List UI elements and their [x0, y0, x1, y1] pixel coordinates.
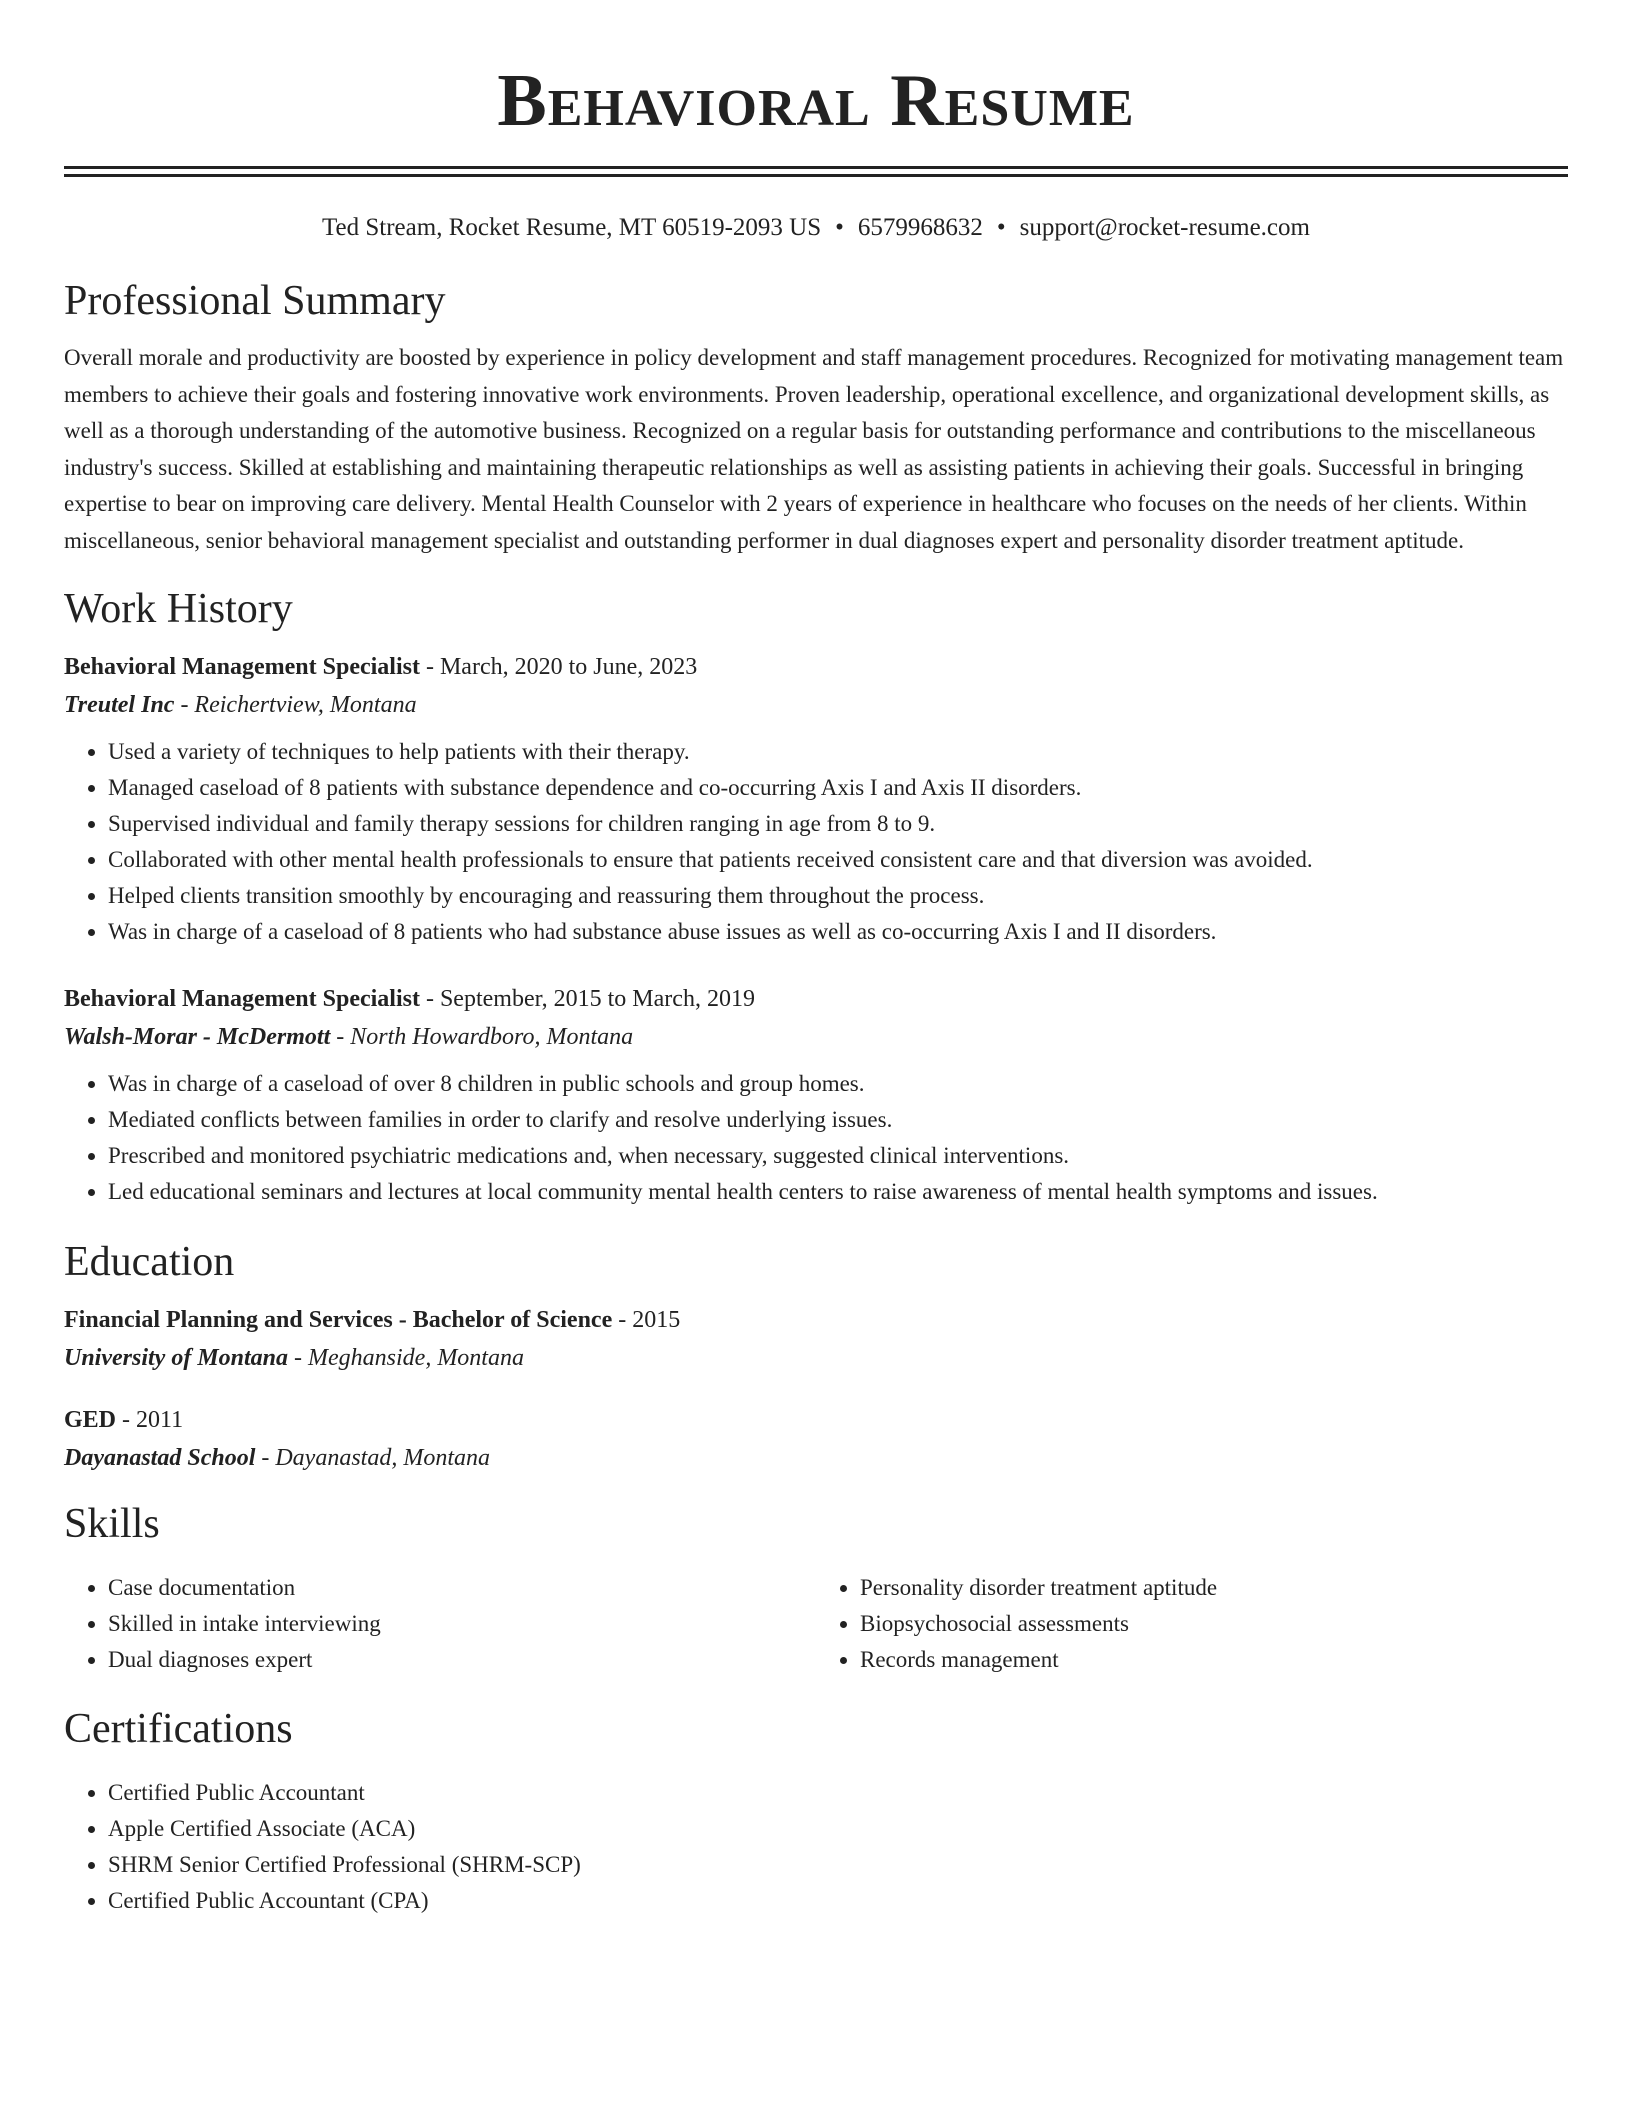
job-title: Behavioral Management Specialist	[64, 986, 420, 1012]
list-item: • Was in charge of a caseload of over 8 children in public schools and group homes.	[108, 1066, 1568, 1102]
education-entry	[64, 1405, 1568, 1473]
list-item: • Supervised individual and family therapy sessions for children ranging in age from 8 to 9.	[108, 806, 1568, 842]
list-item: • Certified Public Accountant (CPA)	[108, 1883, 1568, 1919]
work-history-heading: Work History	[64, 586, 293, 632]
list-item: • Mediated conflicts between families in order to clarify and resolve underlying issues.	[108, 1102, 1568, 1138]
degree-line	[64, 1305, 1568, 1335]
contact-line	[64, 213, 1568, 243]
contact-phone[interactable]: 6579968632	[857, 214, 983, 241]
list-item: • Managed caseload of 8 patients with substance dependence and co-occurring Axis I and Axis II disorders.	[108, 770, 1568, 806]
title-double-rule	[64, 166, 1568, 177]
job-company: Walsh-Morar - McDermott	[64, 1024, 331, 1050]
contact-separator: •	[835, 214, 844, 241]
job-location: - Reichertview, Montana	[174, 692, 417, 718]
list-item: • Led educational seminars and lectures at local community mental health centers to raise awareness of mental health symptoms and issues.	[108, 1174, 1568, 1210]
list-item: • Dual diagnoses expert	[108, 1642, 816, 1678]
contact-address: Ted Stream, Rocket Resume, MT 60519-2093 US	[322, 214, 822, 241]
list-item: • Certified Public Accountant	[108, 1775, 1568, 1811]
school-line	[64, 1343, 1568, 1373]
list-item: • Case documentation	[108, 1570, 816, 1606]
skills-columns	[64, 1570, 1568, 1678]
degree-year: - 2011	[116, 1407, 184, 1433]
skills-heading: Skills	[64, 1501, 160, 1547]
degree-year: - 2015	[612, 1307, 681, 1333]
list-item: • Apple Certified Associate (ACA)	[108, 1811, 1568, 1847]
job-entry	[64, 984, 1568, 1210]
job-title: Behavioral Management Specialist	[64, 654, 420, 680]
school-name: Dayanastad School	[64, 1445, 256, 1471]
certifications-list	[64, 1775, 1568, 1919]
list-item: • Prescribed and monitored psychiatric medications and, when necessary, suggested clinical interventions.	[108, 1138, 1568, 1174]
list-item: • Helped clients transition smoothly by encouraging and reassuring them throughout the process.	[108, 878, 1568, 914]
job-bullets	[64, 734, 1568, 950]
list-item: • Personality disorder treatment aptitude	[860, 1570, 1568, 1606]
skills-list-right	[816, 1570, 1568, 1678]
summary-heading: Professional Summary	[64, 278, 446, 324]
list-item: • Collaborated with other mental health professionals to ensure that patients received consistent care and that diversion was avoided.	[108, 842, 1568, 878]
school-location: - Meghanside, Montana	[288, 1345, 524, 1371]
school-name: University of Montana	[64, 1345, 289, 1371]
list-item: • Was in charge of a caseload of 8 patients who had substance abuse issues as well as co-occurring Axis I and II disorders.	[108, 914, 1568, 950]
degree-line	[64, 1405, 1568, 1435]
job-company: Treutel Inc	[64, 692, 175, 718]
contact-email[interactable]: support@rocket-resume.com	[1019, 214, 1310, 241]
certifications-heading: Certifications	[64, 1706, 293, 1752]
contact-separator: •	[996, 214, 1006, 241]
job-dates: - September, 2015 to March, 2019	[419, 986, 755, 1012]
job-bullets	[64, 1066, 1568, 1210]
job-title-line	[64, 652, 1568, 682]
resume-title: Behavioral Resume	[497, 60, 1135, 142]
list-item: • Biopsychosocial assessments	[860, 1606, 1568, 1642]
degree-name: Financial Planning and Services - Bachelor of Science	[64, 1307, 613, 1333]
summary-text: Overall morale and productivity are boosted by experience in policy development and staff management procedures. Recognized for motivating management team members to achieve their goals and fostering innovative work environments. Proven leadership, operational excellence, and organizational development skills, as well as a thorough understanding of the automotive business. Recognized on a regular basis for outstanding performance and contributions to the miscellaneous industry's success. Skilled at establishing and maintaining therapeutic relationships as well as assisting patients in achieving their goals. Successful in bringing expertise to bear on improving care delivery. Mental Health Counselor with 2 years of experience in healthcare who focuses on the needs of her clients. Within miscellaneous, senior behavioral management specialist and outstanding performer in dual diagnoses expert and personality disorder treatment aptitude.	[64, 345, 1564, 553]
job-company-line	[64, 1022, 1568, 1052]
education-heading: Education	[64, 1239, 235, 1285]
degree-name: GED	[64, 1407, 117, 1433]
job-entry	[64, 652, 1568, 950]
job-dates: - March, 2020 to June, 2023	[419, 654, 698, 680]
list-item: • Records management	[860, 1642, 1568, 1678]
list-item: • Used a variety of techniques to help patients with their therapy.	[108, 734, 1568, 770]
school-location: - Dayanastad, Montana	[255, 1445, 491, 1471]
list-item: • Skilled in intake interviewing	[108, 1606, 816, 1642]
list-item: • SHRM Senior Certified Professional (SHRM-SCP)	[108, 1847, 1568, 1883]
job-company-line	[64, 690, 1568, 720]
skills-list-left	[64, 1570, 816, 1678]
job-title-line	[64, 984, 1568, 1014]
school-line	[64, 1443, 1568, 1473]
job-location: - North Howardboro, Montana	[330, 1024, 634, 1050]
education-entry	[64, 1305, 1568, 1373]
